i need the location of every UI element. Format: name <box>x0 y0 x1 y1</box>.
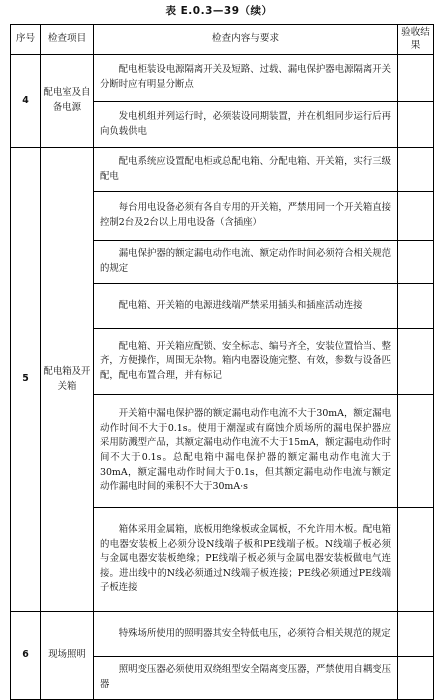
result-cell <box>398 148 434 192</box>
requirement-cell: 照明变压器必须使用双绕组型安全隔离变压器，严禁使用自耦变压器 <box>94 657 398 700</box>
header-content: 检查内容与要求 <box>94 25 398 55</box>
requirement-cell: 配电柜装设电源隔离开关及短路、过载、漏电保护器电源隔离开关分断时应有明显分断点 <box>94 55 398 102</box>
result-cell <box>398 102 434 148</box>
requirement-cell: 配电系统应设置配电柜或总配电箱、分配电箱、开关箱，实行三级配电 <box>94 148 398 192</box>
requirement-cell: 箱体采用金属箱，底板用绝缘板或金属板，不允许用木板。配电箱的电器安装板上必须分设N线端子板和PE线端子板。N线端子板必须与金属电器安装板绝缘；PE线端子板必须与金属电器安装板做电气连接。进出线中的N线必须通过N线端子板连接；PE线必须通过PE线端子板连接 <box>94 508 398 612</box>
requirement-cell: 开关箱中漏电保护器的额定漏电动作电流不大于30mA，额定漏电动作时间不大于0.1s。使用于潮湿或有腐蚀介质场所的漏电保护器应采用防溅型产品，其额定漏电动作电流不大于15mA，额定漏电动作时间不大于0.1s。总配电箱中漏电保护器的额定漏电动作电流大于30mA，额定漏电动作时间大于0.1s，但其额定漏电动作电流与额定动作漏电时间的乘积不大于30mA·s <box>94 395 398 508</box>
result-cell <box>398 241 434 284</box>
group-item: 现场照明 <box>41 612 94 700</box>
result-cell <box>398 55 434 102</box>
requirement-cell: 配电箱、开关箱的电源进线端严禁采用插头和插座活动连接 <box>94 284 398 329</box>
result-cell <box>398 508 434 612</box>
result-cell <box>398 395 434 508</box>
inspection-table <box>10 24 434 700</box>
requirement-cell: 特殊场所使用的照明器其安全特低电压，必须符合相关规范的规定 <box>94 612 398 657</box>
result-cell <box>398 284 434 329</box>
requirement-cell: 发电机组并列运行时，必须装设同期装置，并在机组同步运行后再向负载供电 <box>94 102 398 148</box>
group-number: 5 <box>11 148 41 612</box>
result-cell <box>398 657 434 700</box>
result-cell <box>398 192 434 241</box>
header-no: 序号 <box>11 25 41 55</box>
header-row <box>11 25 434 55</box>
group-number: 4 <box>11 55 41 148</box>
group-item: 配电室及自备电源 <box>41 55 94 148</box>
table-row <box>11 55 434 102</box>
table-row <box>11 612 434 657</box>
requirement-cell: 漏电保护器的额定漏电动作电流、额定动作时间必须符合相关规范的规定 <box>94 241 398 284</box>
requirement-cell: 每台用电设备必须有各自专用的开关箱，严禁用同一个开关箱直接控制2台及2台以上用电设备（含插座） <box>94 192 398 241</box>
table-title: 表 E.0.3—39（续） <box>165 5 273 17</box>
header-item: 检查项目 <box>41 25 94 55</box>
group-item: 配电箱及开关箱 <box>41 148 94 612</box>
requirement-cell: 配电箱、开关箱应配锁、安全标志、编号齐全，安装位置恰当、整齐，方便操作，周围无杂物。箱内电器设施完整、有效，参数与设备匹配，配电布置合理，并有标记 <box>94 329 398 395</box>
group-number: 6 <box>11 612 41 700</box>
result-cell <box>398 612 434 657</box>
result-cell <box>398 329 434 395</box>
header-result: 验收结果 <box>398 25 434 55</box>
table-row <box>11 148 434 192</box>
